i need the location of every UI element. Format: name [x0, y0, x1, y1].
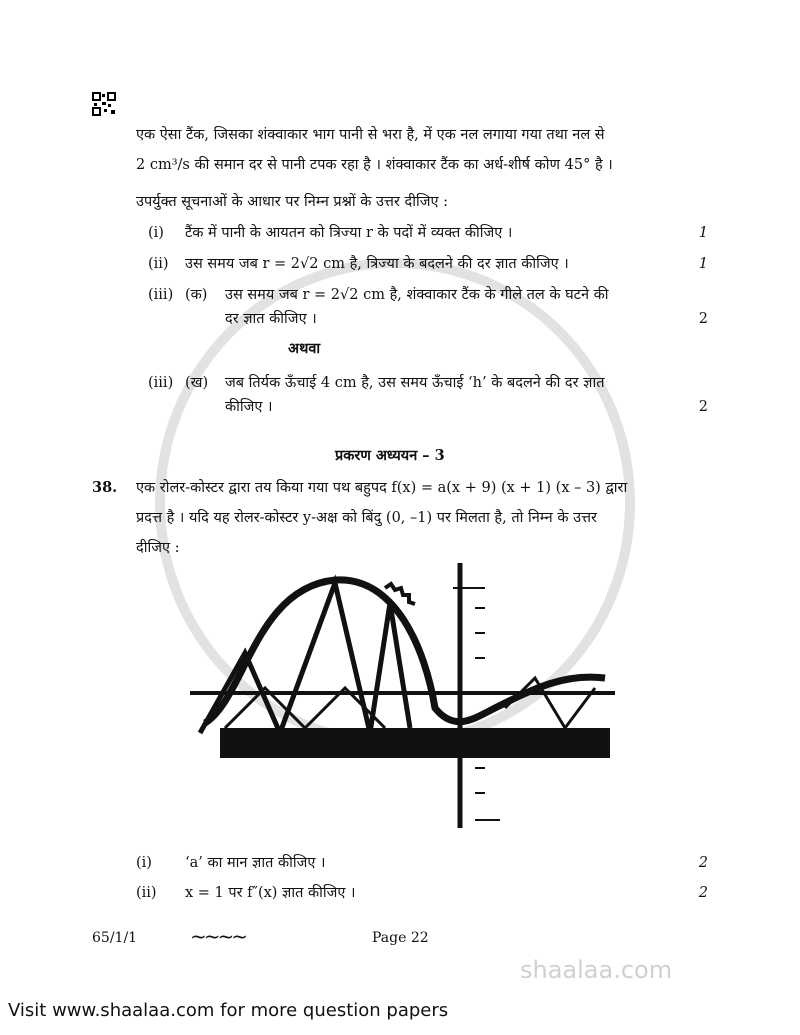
q37-iii-b-num: (iii)	[148, 375, 174, 391]
footer-decoration: ~~~~	[190, 924, 246, 948]
q37-iii-b-text-1: जब तिर्यक ऊँचाई 4 cm है, उस समय ऊँचाई ‘h’ के बदलने की दर ज्ञात	[225, 375, 605, 391]
q37-part-ii	[148, 254, 708, 274]
q37-iii-a-sub: (क)	[185, 287, 208, 303]
q38-num: 38.	[92, 479, 118, 496]
q38-stem	[92, 478, 708, 558]
q37-part-i	[148, 223, 708, 243]
watermark-text: shaalaa.com	[520, 956, 673, 984]
page-footer	[92, 924, 708, 950]
q37-ii-num: (ii)	[148, 256, 169, 272]
intro-line-2: 2 cm³/s की समान दर से पानी टपक रहा है । शंक्वाकार टैंक का अर्ध-शीर्ष कोण 45° है ।	[136, 157, 613, 173]
q38-text	[136, 478, 708, 558]
q37-iii-a-marks: 2	[698, 311, 708, 327]
q37-iii-b-sub: (ख)	[185, 375, 209, 391]
q37-i-marks: 1	[698, 225, 708, 241]
q37-ii-text: उस समय जब r = 2√2 cm है, त्रिज्या के बदलने की दर ज्ञात कीजिए ।	[185, 256, 569, 272]
q38-line-1: एक रोलर-कोस्टर द्वारा तय किया गया पथ बहुपद f(x) = a(x + 9) (x + 1) (x – 3) द्वारा	[136, 480, 628, 496]
q38-i-num: (i)	[136, 855, 152, 871]
case-study-title: प्रकरण अध्ययन – 3	[335, 447, 445, 464]
or-label: अथवा	[288, 340, 321, 357]
q37-iii-b-marks: 2	[698, 399, 708, 415]
qr-code-icon	[92, 92, 116, 116]
q38-line-2: प्रदत्त है । यदि यह रोलर-कोस्टर y-अक्ष को बिंदु (0, –1) पर मिलता है, तो निम्न के उत्तर	[136, 510, 597, 526]
q37-i-num: (i)	[148, 225, 164, 241]
q37-iii-b-text	[225, 373, 694, 417]
q37-part-iii-b	[148, 373, 708, 417]
paper-code: 65/1/1	[92, 930, 138, 946]
q37-iii-a-text-2: दर ज्ञात कीजिए ।	[225, 311, 317, 327]
q37-ii-marks: 1	[698, 256, 708, 272]
website-banner: Visit www.shaalaa.com for more question papers	[8, 1000, 449, 1021]
q38-ii-num: (ii)	[136, 885, 157, 901]
intro-line-1: एक ऐसा टैंक, जिसका शंक्वाकार भाग पानी से भरा है, में एक नल लगाया गया तथा नल से	[136, 127, 605, 143]
page-number: Page 22	[372, 930, 429, 946]
roller-coaster-figure	[185, 558, 625, 843]
q38-ii-marks: 2	[698, 885, 708, 901]
page-content	[92, 125, 708, 903]
q38-line-3: दीजिए :	[136, 540, 180, 556]
q38-i-marks: 2	[698, 855, 708, 871]
q37-part-iii-a	[148, 285, 708, 329]
q37-i-text: टैंक में पानी के आयतन को त्रिज्या r के पदों में व्यक्त कीजिए ।	[185, 225, 513, 241]
q38-ii-text: x = 1 पर f″(x) ज्ञात कीजिए ।	[185, 885, 356, 901]
q37-iii-a-num: (iii)	[148, 287, 174, 303]
q38-i-text: ‘a’ का मान ज्ञात कीजिए ।	[185, 855, 326, 871]
q37-iii-b-text-2: कीजिए ।	[225, 399, 273, 415]
q38-part-ii	[136, 883, 708, 903]
intro-line-3: उपर्युक्त सूचनाओं के आधार पर निम्न प्रश्नों के उत्तर दीजिए :	[136, 194, 448, 210]
q37-iii-a-text-1: उस समय जब r = 2√2 cm है, शंक्वाकार टैंक के गीले तल के घटने की	[225, 287, 609, 303]
q37-iii-a-text	[225, 285, 694, 329]
q38-part-i	[136, 853, 708, 873]
